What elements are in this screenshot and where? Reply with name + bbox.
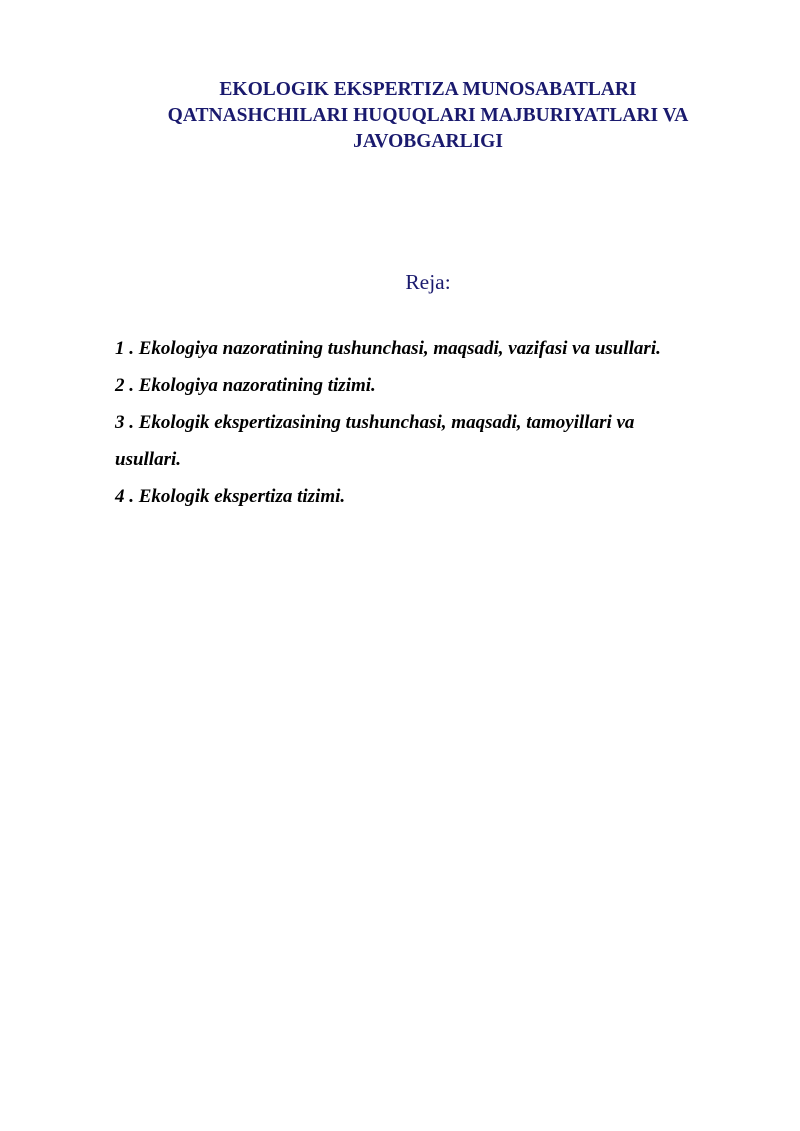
plan-list [115, 330, 755, 515]
plan-item-1: 1 . Ekologiya nazoratining tushunchasi, maqsadi, vazifasi va usullari. [115, 338, 661, 359]
document-title [100, 77, 756, 155]
title-line-1: EKOLOGIK EKSPERTIZA MUNOSABATLARI [219, 79, 637, 100]
plan-heading: Reja: [405, 270, 451, 294]
plan-item-2: 2 . Ekologiya nazoratining tizimi. [115, 375, 376, 396]
title-line-2: QATNASHCHILARI HUQUQLARI MAJBURIYATLARI VA [167, 105, 689, 126]
plan-item-4: 4 . Ekologik ekspertiza tizimi. [115, 486, 346, 507]
title-line-3: JAVOBGARLIGI [353, 131, 503, 152]
plan-item-3: 3 . Ekologik ekspertizasining tushunchasi, maqsadi, tamoyillari va [115, 412, 635, 433]
plan-item-3-continuation: usullari. [115, 449, 182, 470]
